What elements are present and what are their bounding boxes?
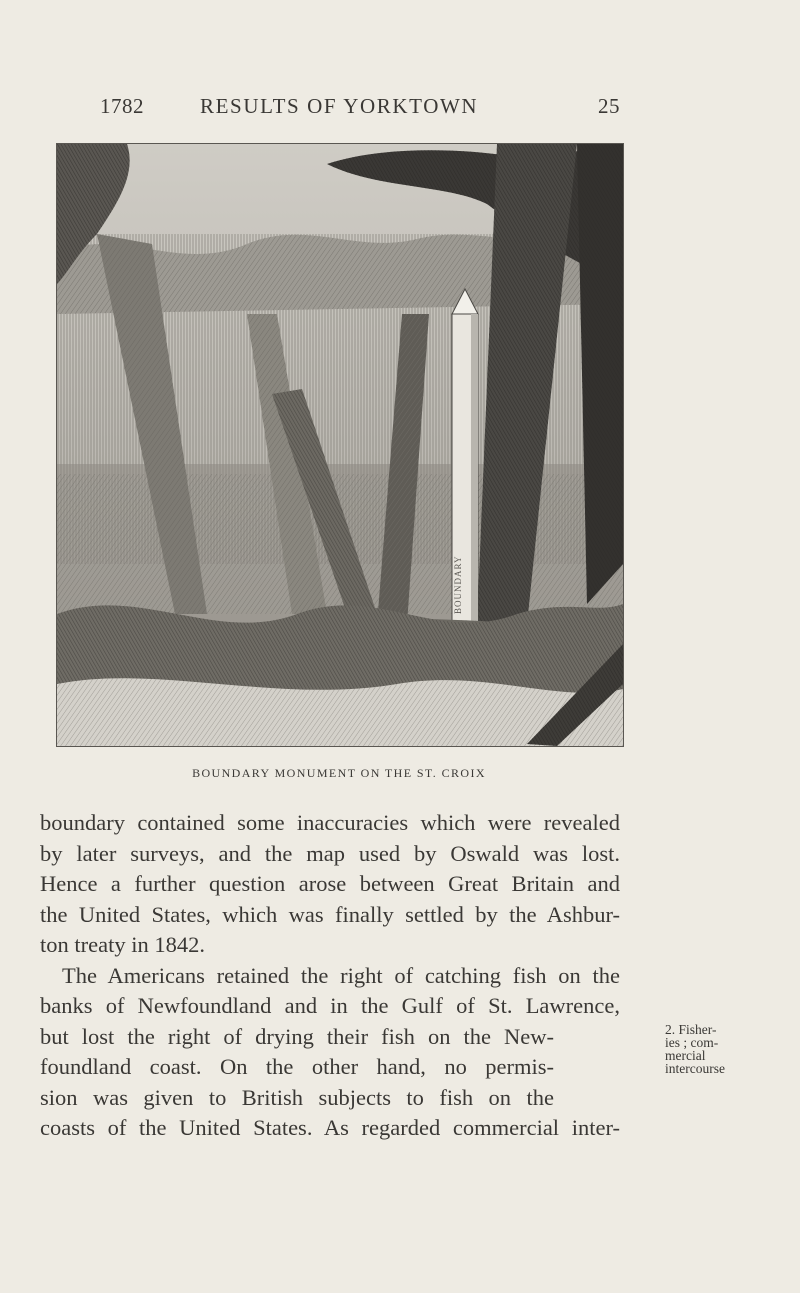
boundary-monument-engraving [56,143,624,747]
body-line: coasts of the United States. As regarded commercial inter- [40,1115,620,1140]
marginal-note-line: mercial [665,1048,706,1063]
body-line: The Americans retained the right of catching fish on the [62,962,620,988]
running-head-title: RESULTS OF YORKTOWN [200,94,479,118]
marginal-note-line: 2. Fisher- [665,1022,717,1037]
body-line: foundland coast. On the other hand, no permis- [40,1054,554,1079]
body-text [40,808,620,1144]
page-number: 25 [598,94,620,118]
body-line: banks of Newfoundland and in the Gulf of St. Lawrence, [40,993,620,1018]
marginal-note-line: ies ; com- [665,1035,719,1050]
marginal-note-line: intercourse [665,1061,725,1076]
body-line: but lost the right of drying their fish on the New- [40,1023,554,1049]
body-line: boundary contained some inaccuracies which were revealed [40,810,620,835]
running-head [100,94,620,124]
figure-caption: BOUNDARY MONUMENT ON THE ST. CROIX [192,766,486,780]
svg-text:BOUNDARY: BOUNDARY [453,555,463,614]
body-line: Hence a further question arose between Great Britain and [40,871,620,896]
marginal-note [665,1023,785,1075]
running-head-year: 1782 [100,94,144,118]
body-line: sion was given to British subjects to fish on the [40,1084,554,1110]
body-line: the United States, which was finally settled by the Ashbur- [40,901,620,927]
engraving-illustration [57,144,623,746]
body-line: ton treaty in 1842. [40,932,205,957]
body-line: by later surveys, and the map used by Oswald was lost. [40,840,620,866]
